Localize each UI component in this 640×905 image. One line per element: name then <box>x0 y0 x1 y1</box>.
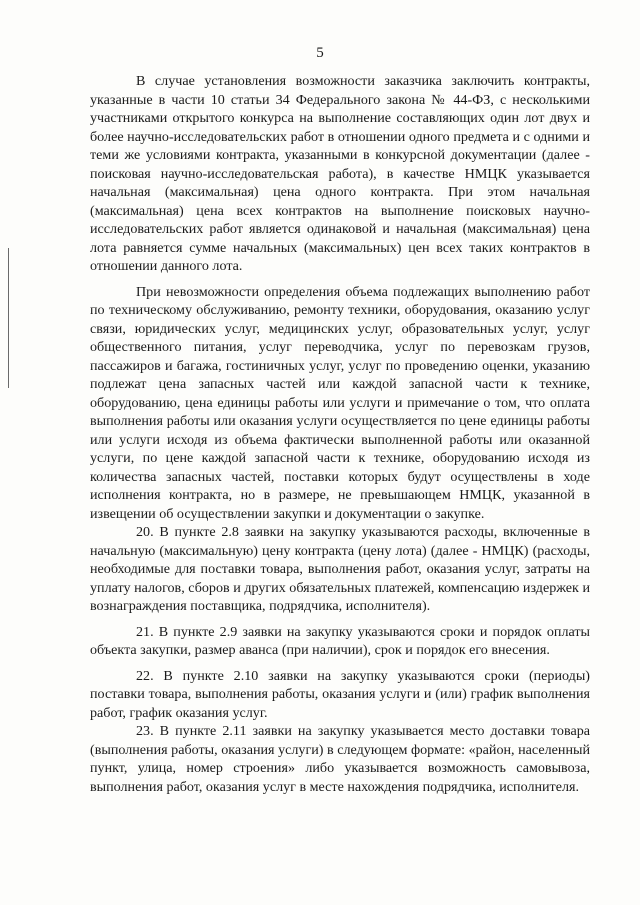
paragraph-item-21: 21. В пункте 2.9 заявки на закупку указываются сроки и порядок оплаты объекта закупки, размер аванса (при наличии), срок и порядок его внесения. <box>90 623 590 658</box>
paragraph-item-23: 23. В пункте 2.11 заявки на закупку указывается место доставки товара (выполнения работы, оказания услуги) в следующем формате: «район, населенный пункт, улица, номер строения» либо указывается возможность самовывоза, выполнения работ, оказания услуг в месте нахождения подрядчика, исполнителя. <box>90 723 590 795</box>
scan-margin-line <box>8 248 9 388</box>
paragraph-nmck-multiple-contracts: В случае установления возможности заказчика заключить контракты, указанные в части 10 статьи 34 Федерального закона № 44-ФЗ, с несколькими участниками открытого конкурса на выполнение составляющих один лот двух и более научно-исследовательских работ в отношении одного предмета и с одними и теми же условиями контракта, указанными в конкурсной документации (далее - поисковая научно-исследовательская работа), в качестве НМЦК указывается начальная (максимальная) цена одного контракта. При этом начальная (максимальная) цена всех контрактов на выполнение поисковых научно-исследовательских работ является одинаковой и начальная (максимальная) цена лота равняется сумме начальных (максимальных) цен всех таких контрактов в отношении данного лота. <box>90 73 590 274</box>
paragraph-item-22: 22. В пункте 2.10 заявки на закупку указываются сроки (периоды) поставки товара, выполнения работы, оказания услуги и (или) график выполнения работ, график оказания услуг. <box>90 667 590 721</box>
document-body <box>90 72 590 796</box>
paragraph-item-20: 20. В пункте 2.8 заявки на закупку указываются расходы, включенные в начальную (максимальную) цену контракта (цену лота) (далее - НМЦК) (расходы, необходимые для поставки товара, выполнения работ, оказания услуг, затраты на уплату налогов, сборов и других обязательных платежей, компенсацию издержек и вознаграждения поставщика, подрядчика, исполнителя). <box>90 524 590 614</box>
paragraph-unit-price: При невозможности определения объема подлежащих выполнению работ по техническому обслуживанию, ремонту техники, оборудования, оказанию услуг связи, юридических услуг, медицинских услуг, образовательных услуг, услуг общественного питания, услуг переводчика, услуг по перевозкам грузов, пассажиров и багажа, гостиничных услуг, услуг по проведению оценки, указанию подлежат цена запасных частей или каждой запасной части к технике, оборудованию, цена единицы работы или услуги и примечание о том, что оплата выполнения работы или оказания услуги осуществляется по цене единицы работы или услуги исходя из объема фактически выполненной работы или оказанной услуги, по цене каждой запасной части к технике, оборудованию исходя из количества запасных частей, поставки которых будут осуществлены в ходе исполнения контракта, но в размере, не превышающем НМЦК, указанной в извещении об осуществлении закупки и документации о закупке. <box>90 283 590 522</box>
page-number: 5 <box>316 45 324 61</box>
